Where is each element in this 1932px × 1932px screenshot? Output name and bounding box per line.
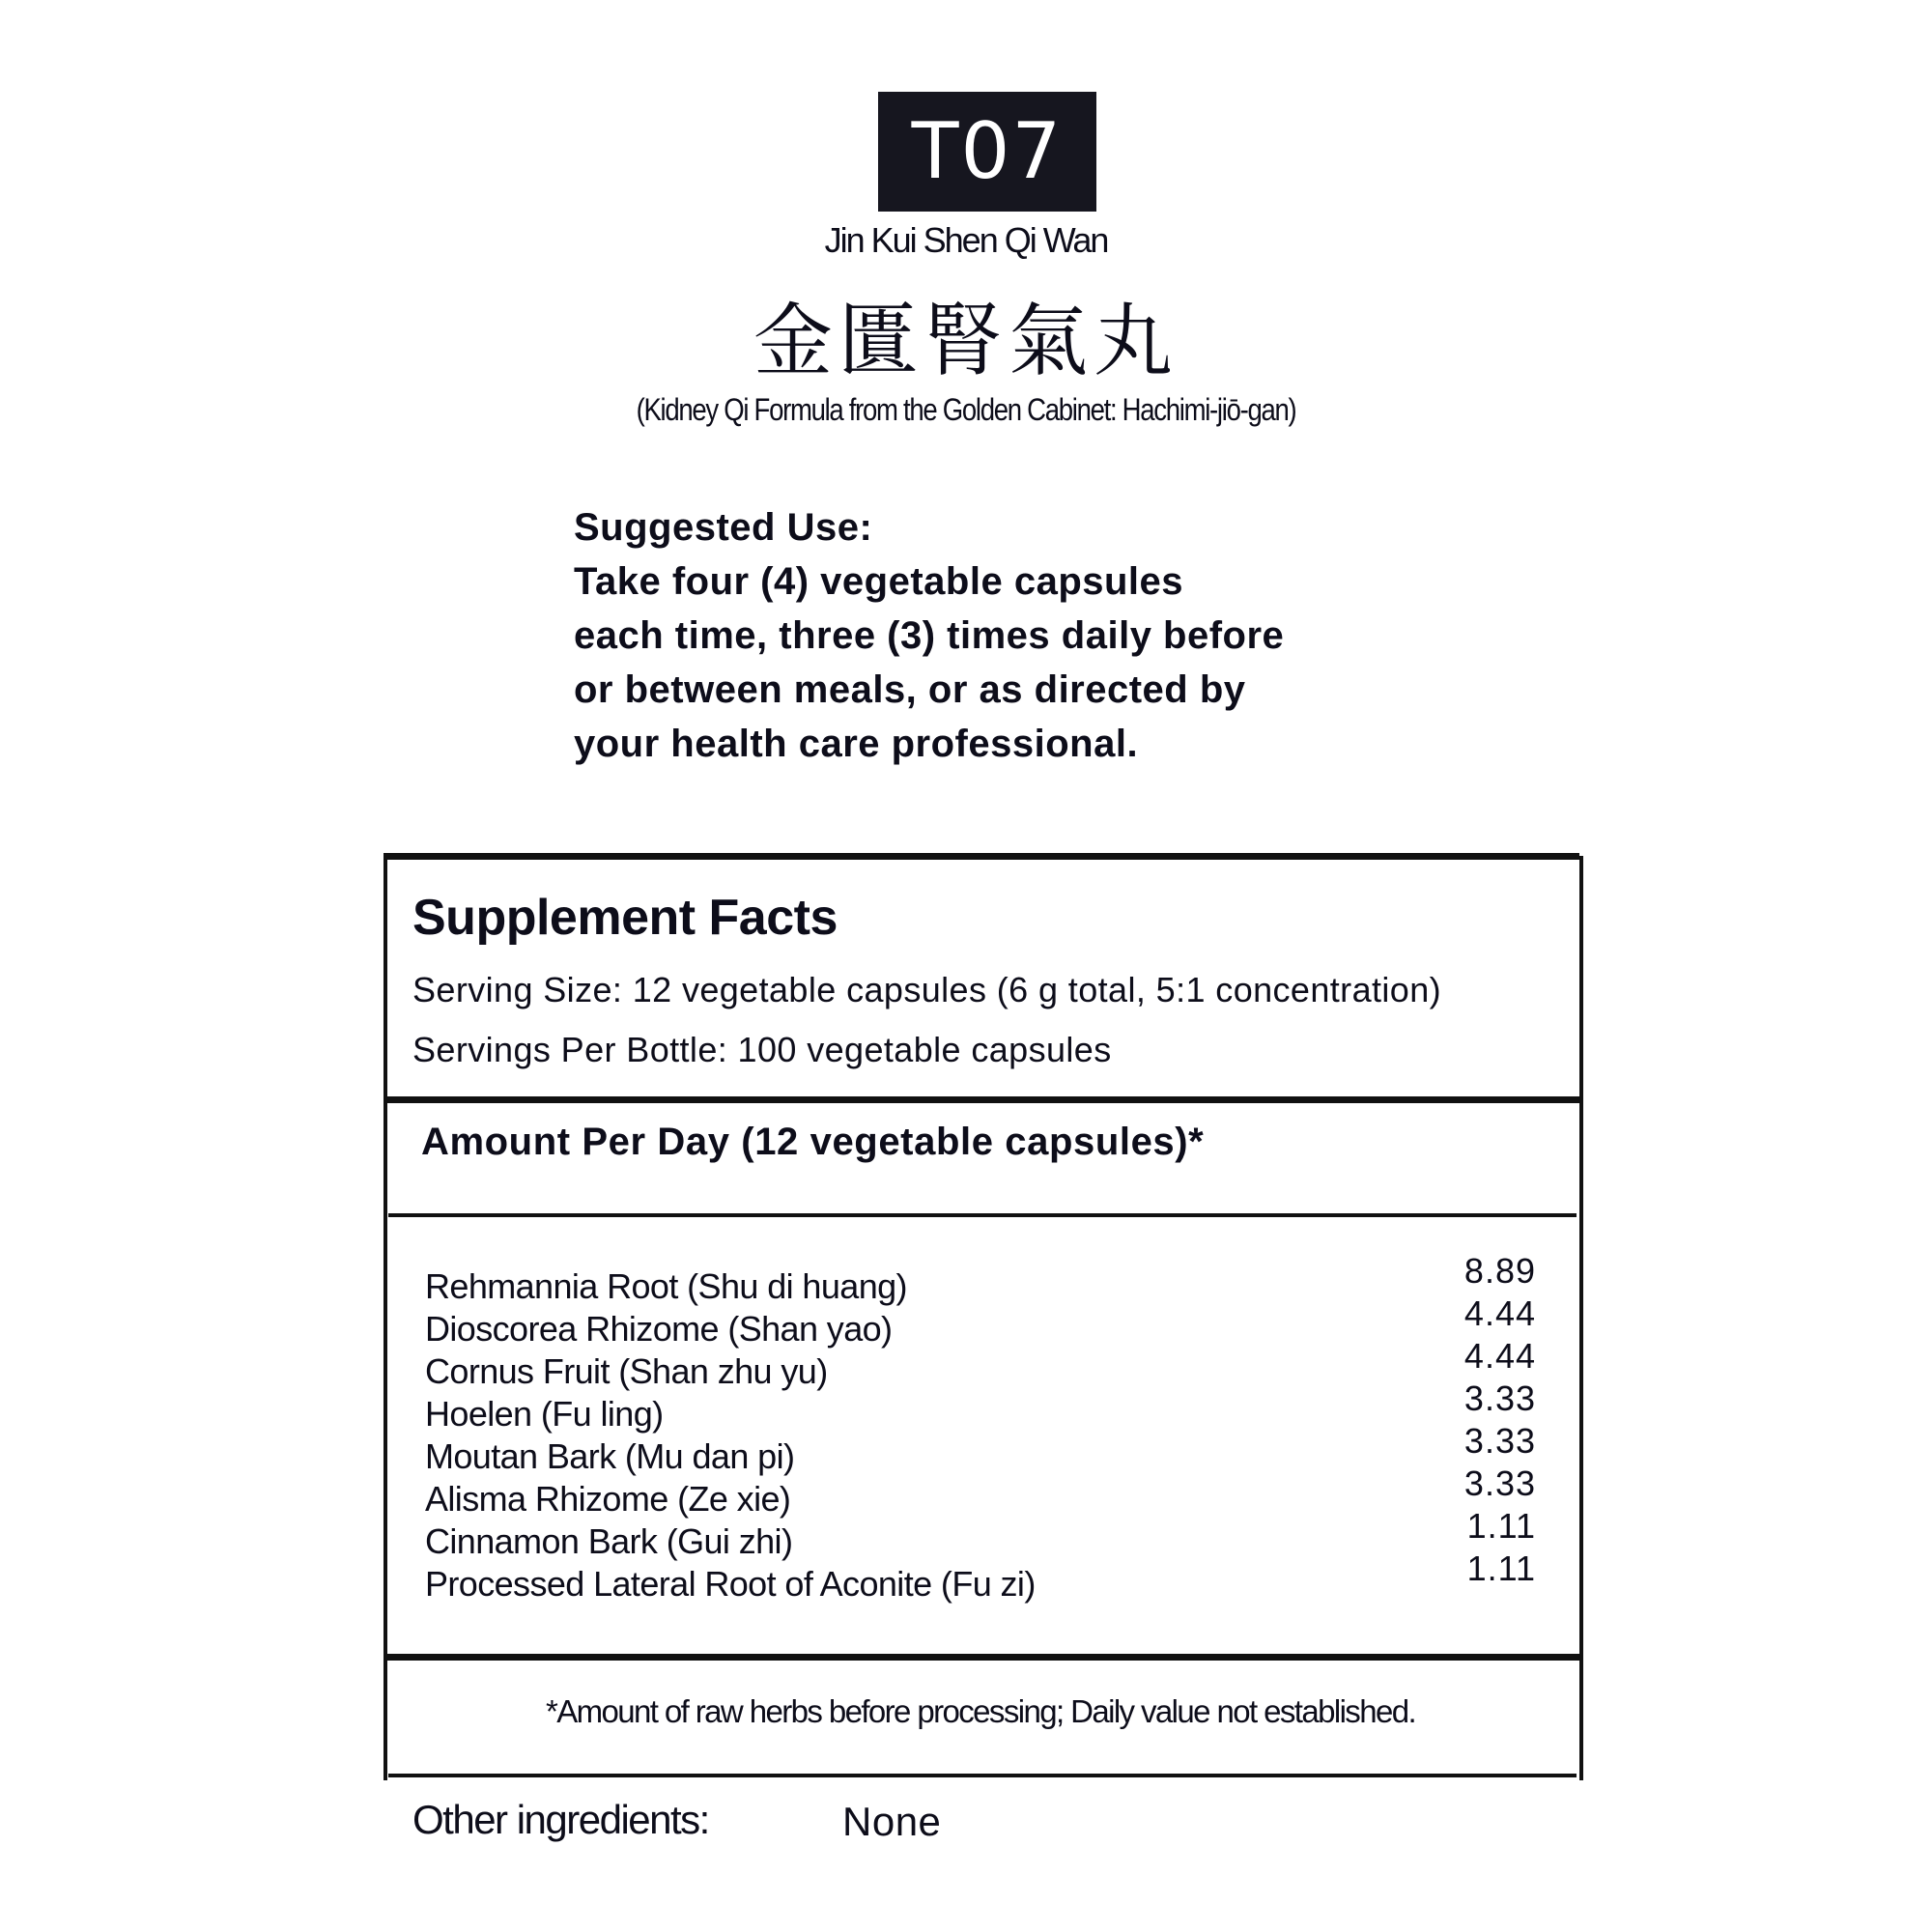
ingredient-row: [425, 1336, 1536, 1393]
ingredient-name: Alisma Rhizome (Ze xie): [425, 1479, 791, 1519]
ingredient-name: Cornus Fruit (Shan zhu yu): [425, 1351, 828, 1391]
ingredient-row: [425, 1421, 1536, 1478]
ingredient-row: [425, 1378, 1536, 1435]
other-ingredients-label: Other ingredients:: [412, 1797, 709, 1842]
suggested-use-line: your health care professional.: [574, 723, 1139, 765]
ingredient-amount: 3.33: [1463, 1463, 1536, 1503]
ingredient-name: Cinnamon Bark (Gui zhi): [425, 1521, 793, 1561]
suggested-use-line: Take four (4) vegetable capsules: [574, 560, 1184, 603]
servings-per-bottle: Servings Per Bottle: 100 vegetable capsules: [412, 1030, 1112, 1069]
footnote: [0, 1693, 1932, 1730]
suggested-use-line: each time, three (3) times daily before: [574, 614, 1285, 657]
other-ingredients-value: None: [842, 1799, 942, 1844]
suggested-use-line: or between meals, or as directed by: [574, 668, 1246, 711]
ingredient-name: Processed Lateral Root of Aconite (Fu zi): [425, 1564, 1036, 1604]
product-name-english: (Kidney Qi Formula from the Golden Cabinet: Hachimi-jiō-gan): [636, 392, 1296, 427]
ingredient-row: [425, 1463, 1536, 1520]
suggested-use-heading: Suggested Use:: [574, 506, 873, 549]
product-code-badge: T07: [878, 92, 1096, 212]
ingredient-amount: 3.33: [1463, 1421, 1536, 1461]
ingredient-row: [425, 1251, 1536, 1308]
product-name-romanized: Jin Kui Shen Qi Wan: [824, 220, 1108, 260]
ingredient-amount: 1.11: [1466, 1548, 1536, 1588]
supplement-facts-title: Supplement Facts: [412, 890, 838, 946]
ingredient-amount: 8.89: [1463, 1251, 1536, 1291]
amount-per-day-heading: Amount Per Day (12 vegetable capsules)*: [421, 1121, 1205, 1163]
panel-top-rule: [384, 853, 1579, 860]
ingredient-row: [425, 1548, 1536, 1605]
panel-bottom-rule: [388, 1774, 1577, 1777]
ingredient-name: Hoelen (Fu ling): [425, 1394, 664, 1434]
ingredient-row: [425, 1506, 1536, 1563]
ingredient-amount: 4.44: [1463, 1336, 1536, 1376]
ingredient-amount: 4.44: [1463, 1293, 1536, 1333]
section-divider: [384, 1096, 1579, 1103]
ingredient-amount: 1.11: [1466, 1506, 1536, 1546]
footnote-text: *Amount of raw herbs before processing; Daily value not established.: [545, 1693, 1416, 1729]
ingredient-amount: 3.33: [1463, 1378, 1536, 1418]
suggested-use-section: [574, 500, 1405, 771]
product-name-chinese: 金匱腎氣丸: [753, 296, 1179, 387]
ingredient-list: [425, 1251, 1536, 1605]
ingredient-name: Rehmannia Root (Shu di huang): [425, 1266, 907, 1306]
section-divider: [388, 1213, 1577, 1217]
ingredient-name: Dioscorea Rhizome (Shan yao): [425, 1309, 893, 1349]
ingredient-row: [425, 1293, 1536, 1350]
section-divider: [384, 1654, 1579, 1661]
serving-size: Serving Size: 12 vegetable capsules (6 g total, 5:1 concentration): [412, 970, 1442, 1009]
ingredient-name: Moutan Bark (Mu dan pi): [425, 1436, 795, 1476]
